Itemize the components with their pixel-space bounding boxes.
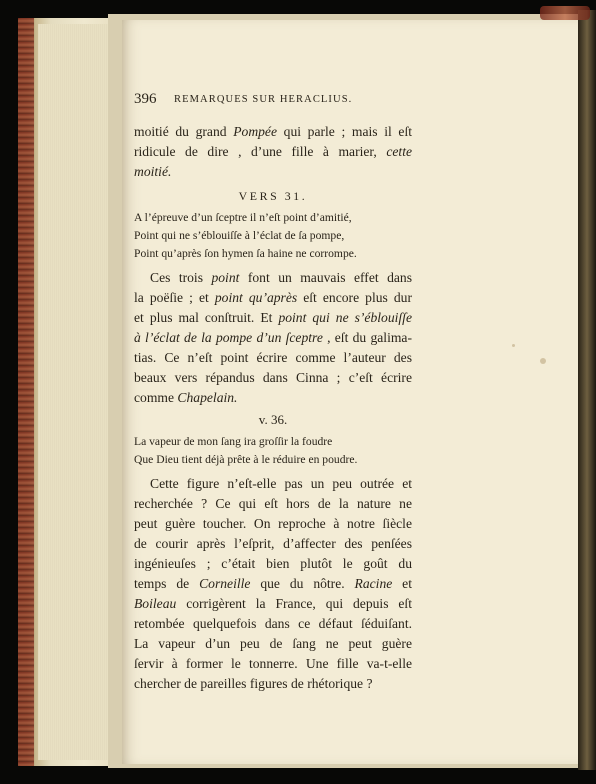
verse-line: Que Dieu tient déjà prête à le réduire en poudre.	[134, 453, 358, 466]
text-line: retombée quelquefois dans ce défaut ſéduiſant.	[134, 616, 412, 631]
page-number: 396	[134, 91, 157, 107]
text-line: moitié.	[134, 164, 172, 179]
text-line: de courir après l’eſprit, d’affecter des penſées	[134, 536, 412, 551]
text-line: ſervir à former le tonnerre. Une fille va-t-elle	[134, 656, 412, 671]
text-line: comme Chapelain.	[134, 390, 238, 405]
text-line: moitié du grand Pompée qui parle ; mais il eſt	[134, 124, 412, 139]
text-line: et plus mal conſtruit. Et point qui ne s’éblouiſſe	[134, 310, 412, 325]
binding-ribbon	[540, 6, 590, 20]
section-heading: VERS 31.	[238, 189, 308, 203]
verse-line: La vapeur de mon ſang ira groſſir la foudre	[134, 435, 333, 448]
text-line: temps de Corneille que du nôtre. Racine et	[134, 576, 412, 591]
book-cover-edge	[578, 10, 596, 770]
text-line: la poëſie ; et point qu’après eſt encore plus dur	[134, 290, 413, 305]
text-line: à l’éclat de la pompe d’un ſceptre , eſt du galima-	[134, 330, 412, 345]
text-line: beaux vers répandus dans Cinna ; c’eſt écrire	[134, 370, 412, 385]
text-line: Ces trois point font un mauvais effet dans	[150, 270, 412, 285]
text-line: peut guère toucher. On reproche à notre ſiècle	[134, 516, 412, 531]
foxing-spot	[540, 358, 546, 364]
text-line: Cette figure n’eſt-elle pas un peu outrée et	[150, 476, 412, 491]
verse-line: Point qui ne s’éblouiſſe à l’éclat de ſa pompe,	[134, 229, 345, 242]
text-line: recherchée ? Ce qui eſt hors de la nature ne	[134, 496, 412, 511]
verse-line: Point qu’après ſon hymen ſa haine ne corrompe.	[134, 247, 357, 260]
foxing-spot	[512, 344, 515, 347]
running-head-title: REMARQUES SUR HERACLIUS.	[174, 94, 353, 105]
text-line: chercher de pareilles figures de rhétorique ?	[134, 676, 373, 691]
running-head	[134, 91, 412, 112]
text-line: Boileau corrigèrent la France, qui depuis eſt	[134, 596, 412, 611]
text-line: ridicule de dire , d’une fille à marier, cette	[134, 144, 412, 159]
section-heading: v. 36.	[258, 412, 288, 427]
verse-line: A l’épreuve d’un ſceptre il n’eſt point d’amitié,	[134, 211, 352, 224]
text-line: ingénieuſes ; c’était bien plutôt le goût du	[134, 556, 412, 571]
text-line: tias. Ce n’eſt point écrire comme l’auteur des	[134, 350, 412, 365]
text-line: La vapeur d’un peu de ſang ne peut guère	[134, 636, 412, 651]
